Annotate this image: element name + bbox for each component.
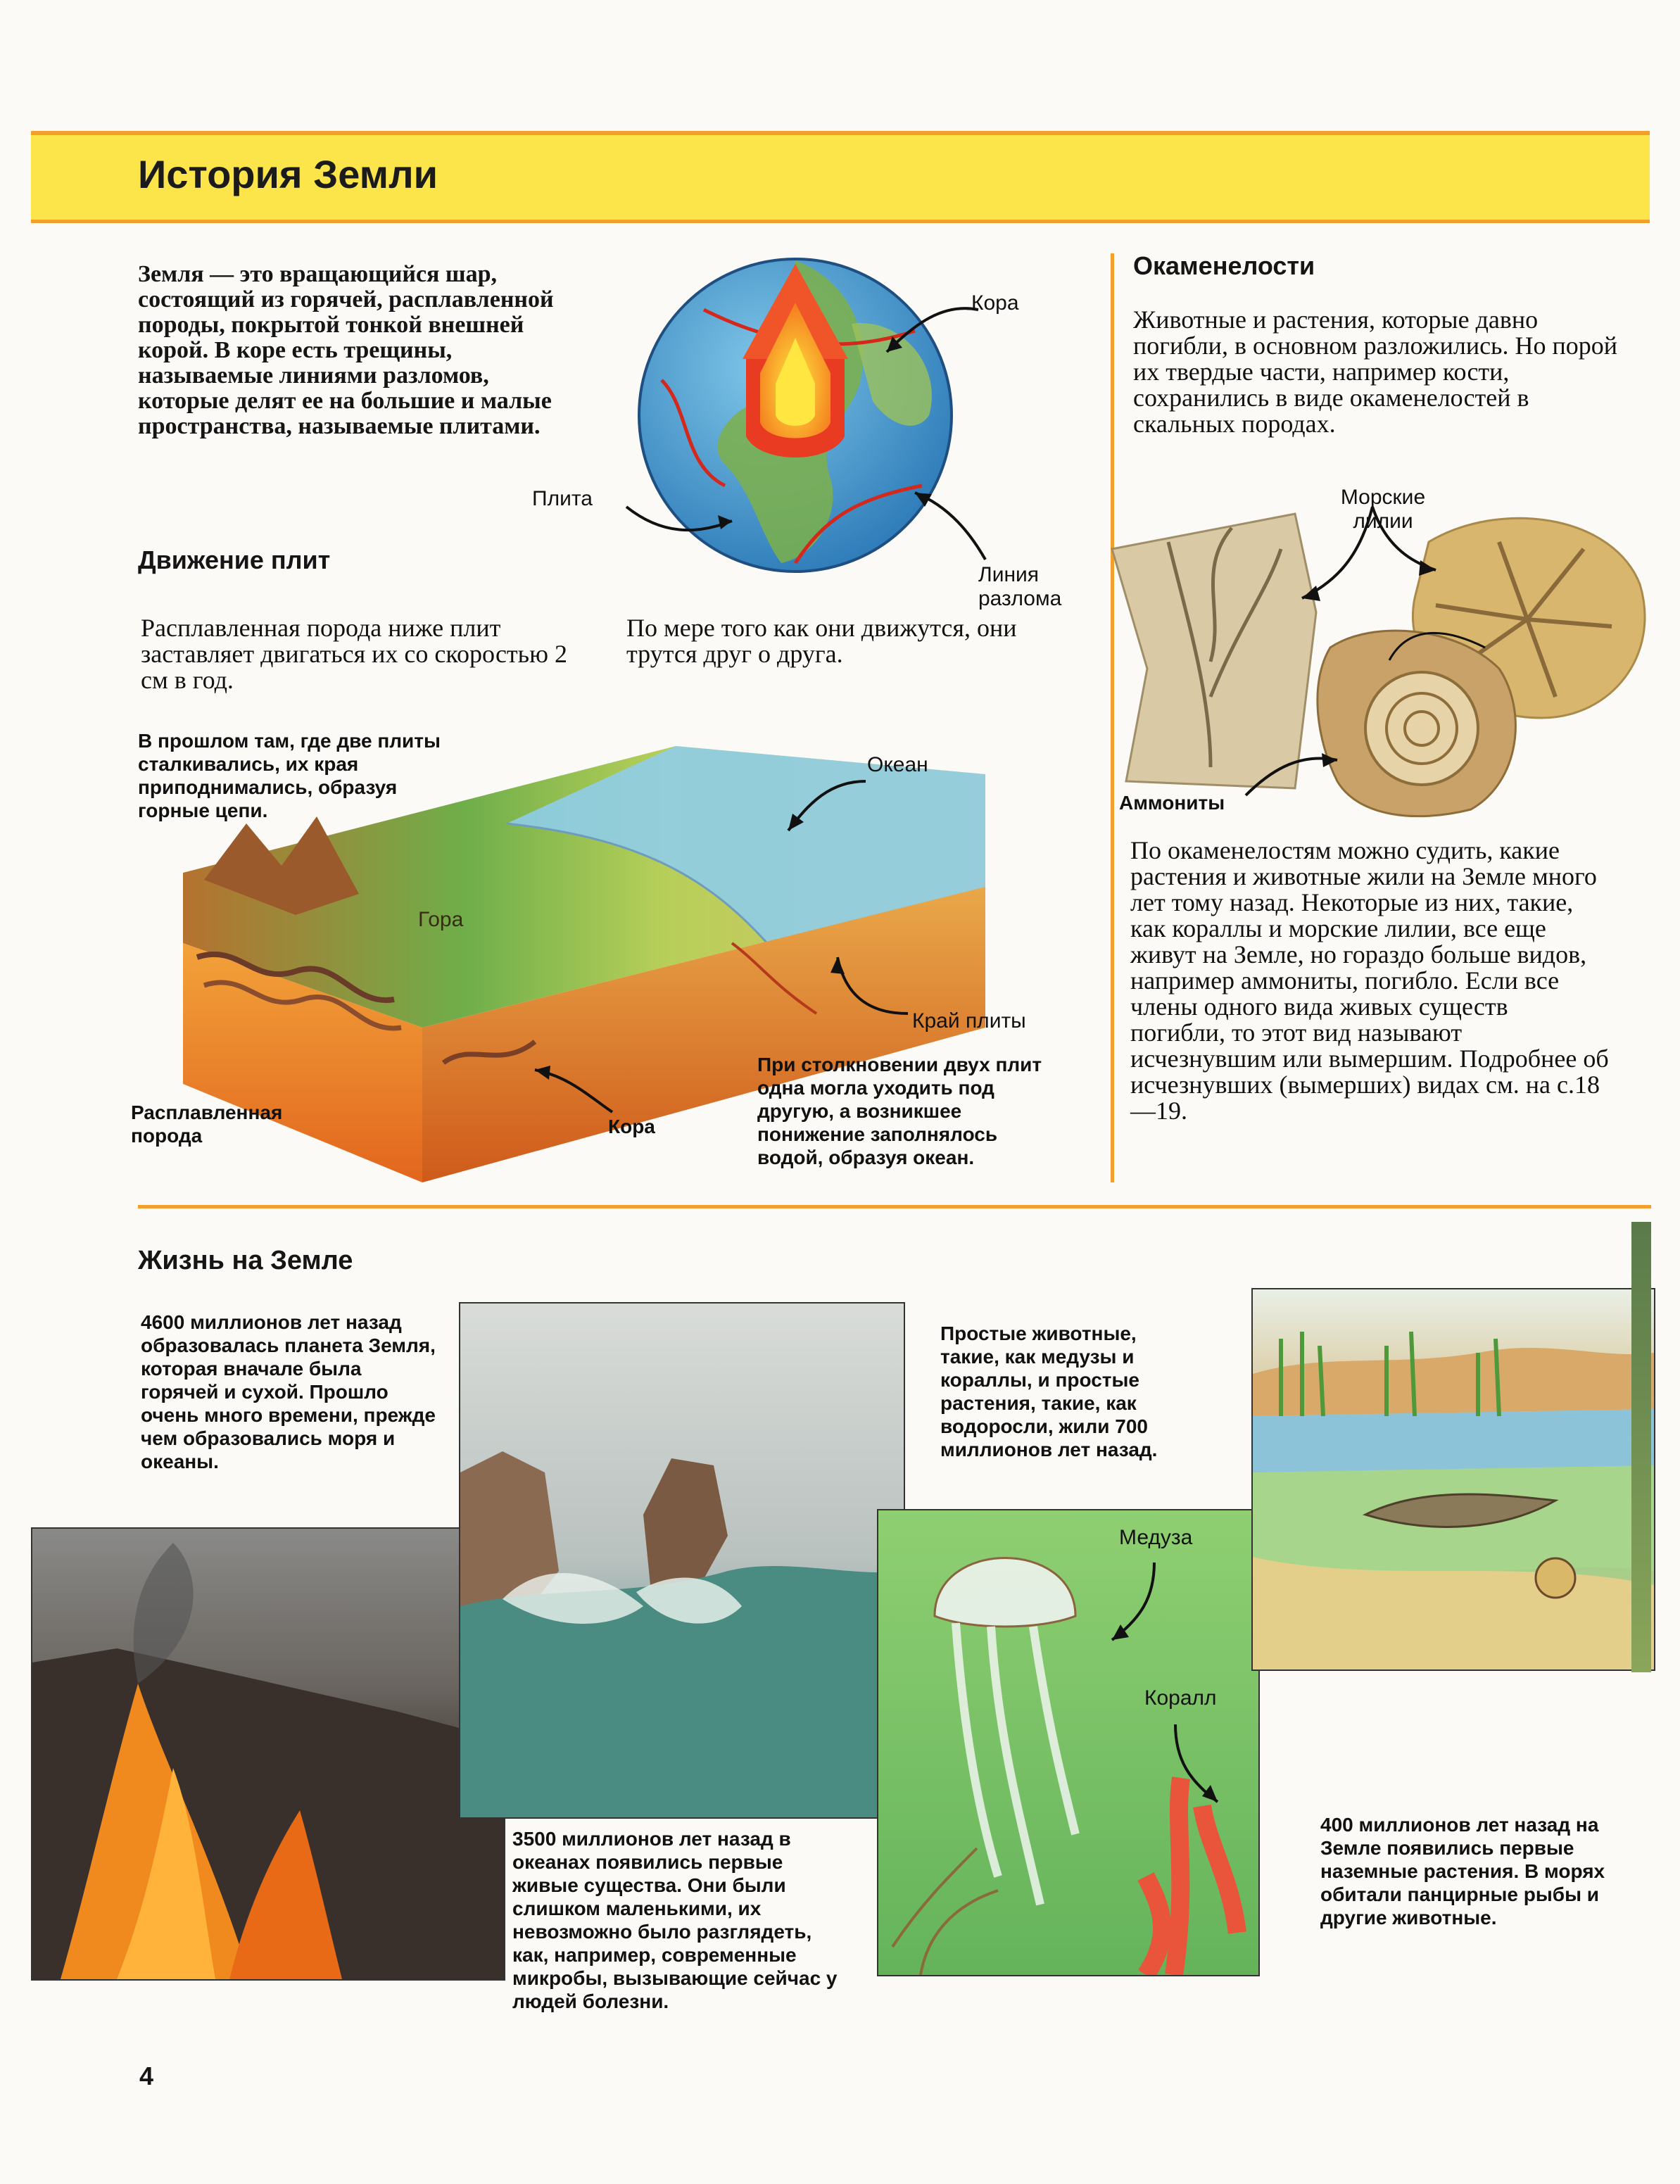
plates-label-ocean: Океан <box>867 753 928 776</box>
plates-text-left: Расплавленная порода ниже плит заставляет двигаться их со скоростью 2 см в год. <box>141 614 567 694</box>
life-caption-3500: 3500 миллионов лет назад в океанах появились первые живые существа. Они были слишком маленькими, их невозможно было разглядеть, как, например, современные микробы, вызывающие сейчас у людей болезни. <box>512 1828 838 2012</box>
page-title: История Земли <box>138 152 438 196</box>
globe-label-fault: Линия разлома <box>978 563 1062 610</box>
first-land-plants-illustration <box>1251 1288 1655 1671</box>
arrow-icon <box>774 774 873 845</box>
life-caption-4600: 4600 миллионов лет назад образовалась планета Земля, которая вначале была горячей и сухой. Прошло очень много времени, прежде чем образовались моря и океаны. <box>141 1311 436 1472</box>
plates-label-molten: Расплавленная порода <box>131 1102 283 1147</box>
fossils-text-top: Животные и растения, которые давно погибли, в основном разложились. Но порой их твердые части, например кости, сохранились в виде окаменелостей в скальных породах. <box>1133 305 1618 438</box>
header-bottom-rule <box>31 220 1650 223</box>
life-label-coral: Коралл <box>1144 1686 1217 1710</box>
plates-label-plate-edge: Край плиты <box>912 1009 1026 1033</box>
plates-text-right: По мере того как они движутся, они трутся друг о друга. <box>626 614 1017 668</box>
arrow-icon <box>1098 1555 1168 1647</box>
fossil-stones-illustration <box>1105 486 1661 823</box>
fossils-text-bottom: По окаменелостям можно судить, какие растения и животные жили на Земле много лет тому назад. Некоторые из них, такие, как кораллы и морские лилии, все еще живут на Земле, но гораздо больше видов, например аммониты, погибло. Если все члены одного вида живых существ погибли, то этот вид называют исчезнувшим или вымершим. Подробнее об исчезнувших (вымерших) видах см. на с.18—19. <box>1130 836 1609 1125</box>
arrow-icon <box>1161 1717 1232 1809</box>
section-heading-fossils: Окаменелости <box>1133 251 1315 280</box>
globe-label-plate: Плита <box>532 487 593 510</box>
arrow-icon <box>859 296 985 366</box>
life-caption-400: 400 миллионов лет назад на Земле появились первые наземные растения. В морях обитали панцирные рыбы и другие животные. <box>1320 1814 1605 1929</box>
arrow-icon <box>521 1056 619 1119</box>
plates-caption-collision: При столкновении двух плит одна могла уходить под другую, а возникшее понижение заполнялось водой, образуя океан. <box>757 1054 1042 1168</box>
plates-label-crust: Кора <box>608 1116 655 1137</box>
section-heading-life: Жизнь на Земле <box>138 1246 353 1275</box>
early-ocean-illustration <box>459 1302 905 1819</box>
plates-caption-mountains: В прошлом там, где две плиты сталкивались, их края приподнимались, образуя горные цепи. <box>138 730 441 821</box>
life-caption-700: Простые животные, такие, как медузы и кораллы, и простые растения, такие, как водоросли, жили 700 миллионов лет назад. <box>940 1323 1158 1460</box>
section-divider <box>138 1205 1651 1208</box>
next-page-edge <box>1631 1222 1651 1672</box>
fossils-label-ammonites: Аммониты <box>1119 792 1225 814</box>
header-top-rule <box>31 131 1650 135</box>
globe-label-crust: Кора <box>971 291 1019 315</box>
arrow-icon <box>901 479 999 570</box>
arrow-icon <box>781 943 908 1028</box>
arrow-icon <box>619 493 746 556</box>
fossils-label-lilies: Морские лилии <box>1340 486 1426 533</box>
page-number: 4 <box>139 2062 154 2090</box>
plates-label-mountain: Гора <box>418 908 464 931</box>
section-heading-plates: Движение плит <box>138 545 331 574</box>
volcano-illustration <box>31 1527 505 1981</box>
life-label-jellyfish: Медуза <box>1119 1526 1193 1549</box>
intro-text: Земля — это вращающийся шар, состоящий из горячей, расплавленной породы, покрытой тонкой внешней корой. В коре есть трещины, называемые линиями разломов, которые делят ее на большие и малые пространства, называемые плитами. <box>138 261 554 439</box>
